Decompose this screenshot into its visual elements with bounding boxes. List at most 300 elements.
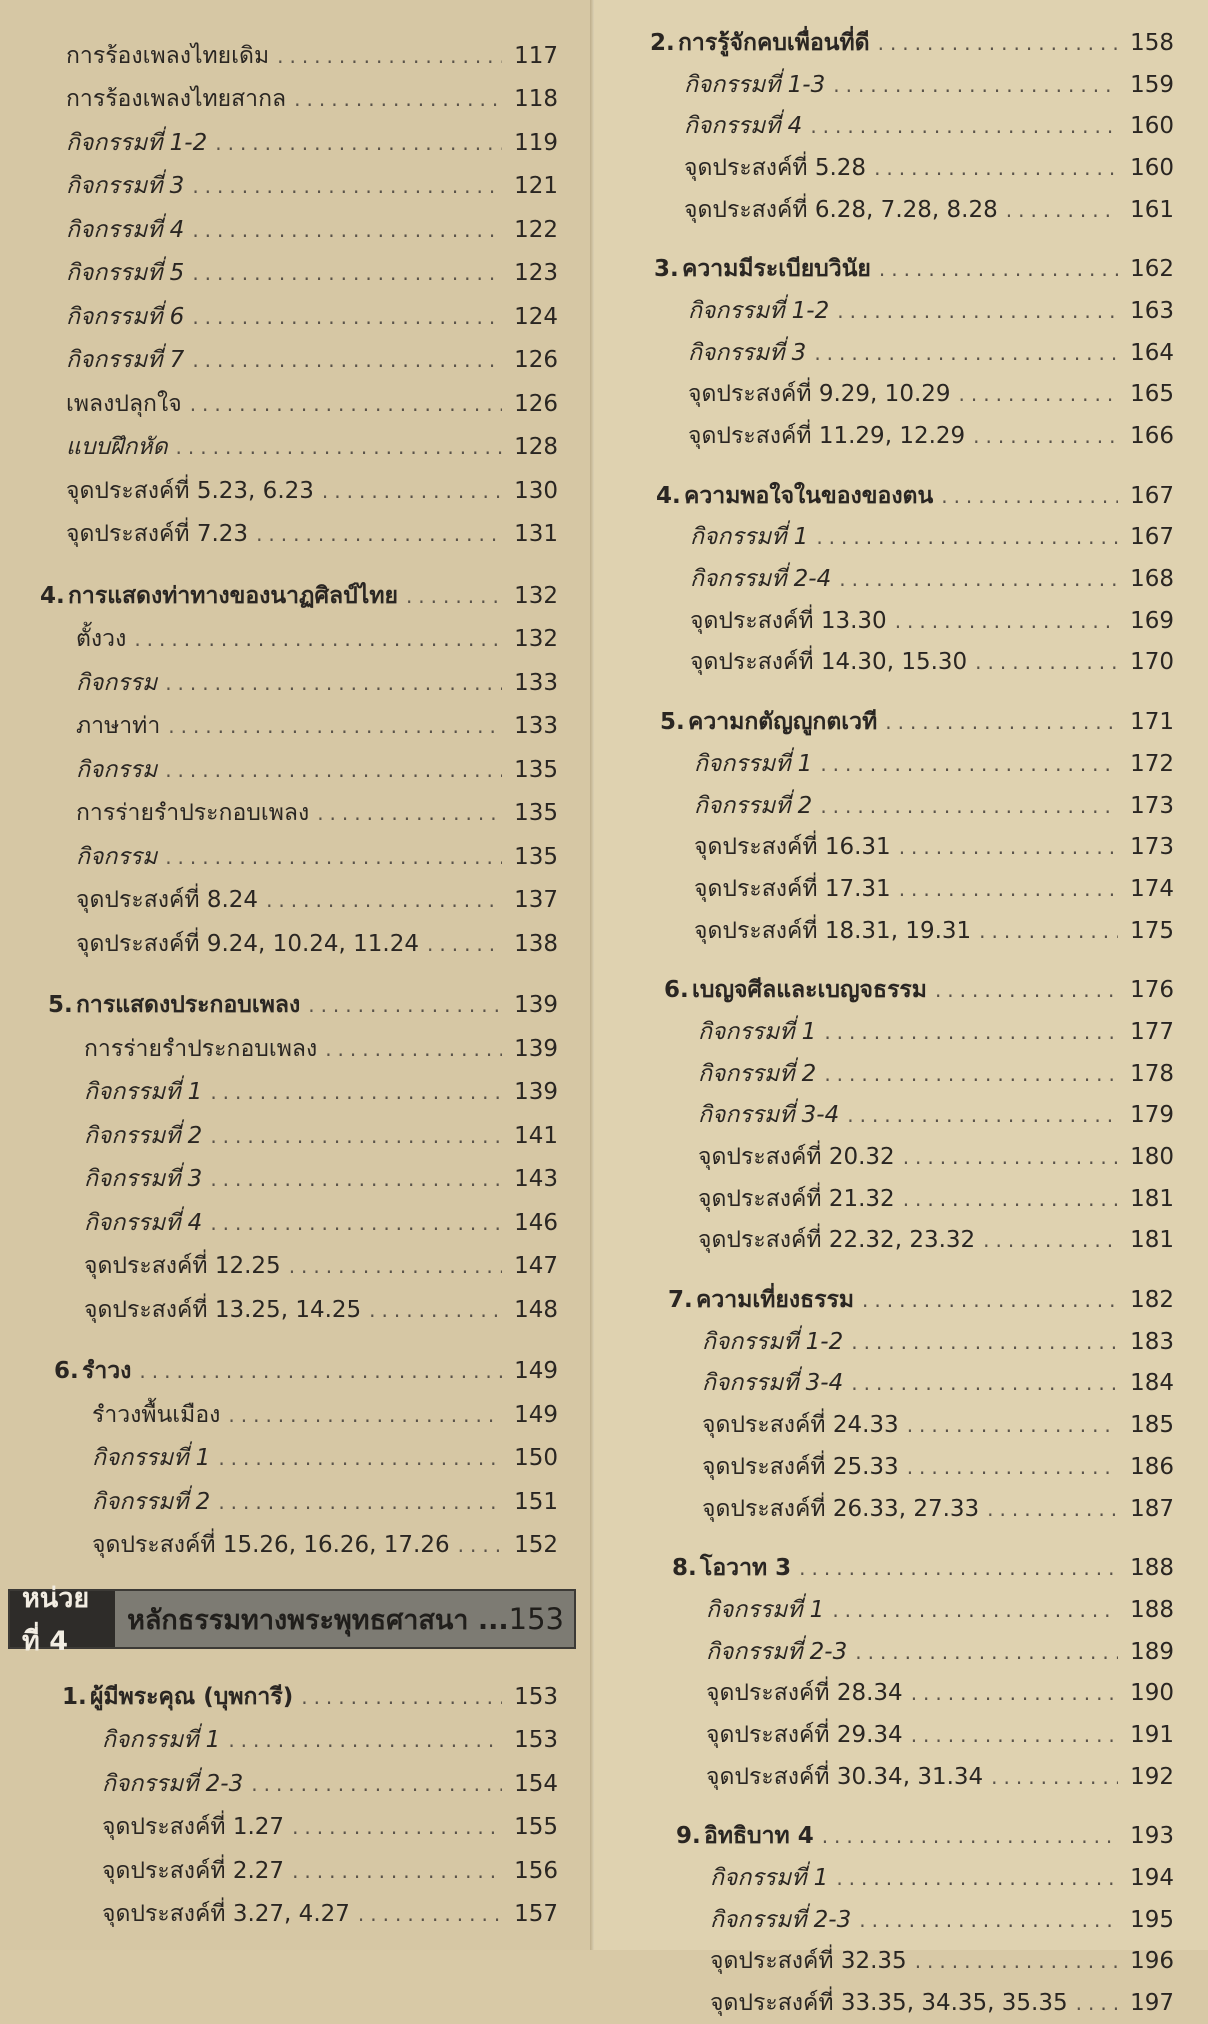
dot-leader [824, 1062, 1118, 1086]
dot-leader [210, 1167, 502, 1191]
toc-page-number: 128 [514, 434, 558, 461]
toc-entry-text: กิจกรรมที่ 1 [84, 1079, 203, 1106]
toc-page-number: 151 [514, 1488, 558, 1515]
dot-leader [134, 627, 502, 651]
toc-entry-text: จุดประสงค์ที่ 5.23, 6.23 [66, 477, 314, 504]
toc-entry-label [84, 1161, 202, 1197]
toc-entry[interactable] [0, 618, 592, 662]
group-spacer [594, 1261, 1208, 1279]
toc-page-number: 153 [514, 1727, 558, 1754]
toc-entry[interactable] [594, 743, 1208, 785]
toc-entry[interactable] [594, 1941, 1208, 1983]
toc-entry-text: แบบฝึกหัด [66, 434, 168, 461]
dot-leader [907, 1455, 1118, 1479]
unit-tag: หน่วยที่ 4 [10, 1591, 115, 1647]
toc-entry-label [84, 1074, 202, 1110]
unit-heading-bar[interactable] [8, 1583, 576, 1657]
dot-leader [911, 1723, 1118, 1747]
toc-entry-text: กิจกรรมที่ 5 [66, 260, 185, 287]
group-spacer [0, 1332, 592, 1350]
toc-entry[interactable] [594, 1053, 1208, 1095]
dot-leader [210, 1211, 502, 1235]
toc-entry-label [654, 251, 871, 287]
dot-leader [824, 1020, 1118, 1044]
toc-entry[interactable] [0, 705, 592, 749]
dot-leader [991, 1765, 1118, 1789]
toc-entry-text: เพลงปลุกใจ [66, 390, 182, 417]
toc-entry-text: กิจกรรมที่ 2-4 [690, 566, 832, 593]
toc-entry-label [690, 644, 967, 680]
toc-entry-label [706, 1759, 983, 1795]
toc-entry-label [66, 516, 248, 552]
toc-entry-label [702, 1324, 843, 1360]
toc-entry-label [694, 913, 971, 949]
toc-page-number: 173 [1130, 834, 1174, 861]
dot-leader [292, 1859, 502, 1883]
toc-entry-text: การร่ายรำประกอบเพลง [76, 800, 310, 827]
toc-section-heading[interactable] [594, 475, 1208, 517]
toc-page-number: 150 [514, 1445, 558, 1472]
toc-page-number: 133 [514, 713, 558, 740]
toc-page-number: 135 [514, 800, 558, 827]
toc-entry-label [706, 1675, 903, 1711]
toc-entry-label [102, 1853, 284, 1889]
toc-page-number: 188 [1130, 1555, 1174, 1582]
toc-entry-text: จุดประสงค์ที่ 3.27, 4.27 [102, 1901, 350, 1928]
toc-page-number: 192 [1130, 1763, 1174, 1790]
toc-page-number: 187 [1130, 1495, 1174, 1522]
toc-entry-label [702, 1491, 979, 1527]
toc-entry-text: กิจกรรม [76, 843, 158, 870]
dot-leader [458, 1533, 502, 1557]
toc-entry[interactable] [0, 165, 592, 209]
dot-leader [973, 424, 1118, 448]
toc-entry-label [76, 795, 309, 831]
toc-page-number: 152 [514, 1532, 558, 1559]
toc-entry-label [688, 418, 965, 454]
toc-entry-label [684, 192, 998, 228]
toc-column-left [0, 0, 592, 1950]
toc-entry[interactable] [0, 792, 592, 836]
toc-entry-text: จุดประสงค์ที่ 1.27 [102, 1814, 285, 1841]
dot-leader [289, 1254, 502, 1278]
toc-entry-label [84, 1205, 202, 1241]
toc-entry[interactable] [594, 1589, 1208, 1631]
toc-page-number: 160 [1130, 154, 1174, 181]
toc-entry-label [102, 1896, 350, 1932]
toc-entry-text: การแสดงประกอบเพลง [76, 992, 301, 1019]
toc-section-heading[interactable] [0, 1675, 592, 1719]
toc-entry-text: จุดประสงค์ที่ 22.32, 23.32 [698, 1227, 976, 1254]
toc-entry[interactable] [594, 1404, 1208, 1446]
toc-entry[interactable] [594, 105, 1208, 147]
toc-entry-text: จุดประสงค์ที่ 15.26, 16.26, 17.26 [92, 1532, 450, 1559]
dot-leader [855, 1640, 1118, 1664]
unit-page-number: 153 [508, 1602, 564, 1636]
toc-entry-text: กิจกรรมที่ 4 [84, 1209, 203, 1236]
toc-left-after-unit [0, 1675, 592, 1936]
dot-leader [301, 1685, 502, 1709]
toc-page-number: 155 [514, 1814, 558, 1841]
toc-entry[interactable] [594, 1899, 1208, 1941]
toc-entry[interactable] [0, 1437, 592, 1481]
toc-entry[interactable] [0, 34, 592, 78]
toc-entry[interactable] [0, 1393, 592, 1437]
toc-entry-label [66, 255, 184, 291]
toc-entry[interactable] [0, 1071, 592, 1115]
toc-entry-label [66, 212, 184, 248]
dot-leader [256, 522, 502, 546]
toc-entry-text: กิจกรรมที่ 2-3 [102, 1770, 244, 1797]
toc-entry-text: อิทธิบาท 4 [704, 1823, 814, 1850]
group-spacer [0, 966, 592, 984]
toc-entry-label [672, 1550, 791, 1586]
toc-entry[interactable] [594, 1321, 1208, 1363]
toc-entry[interactable] [0, 1806, 592, 1850]
group-spacer [594, 683, 1208, 701]
toc-page-number: 126 [514, 390, 558, 417]
toc-entry[interactable] [594, 600, 1208, 642]
dot-leader [959, 382, 1118, 406]
toc-entry[interactable] [594, 1672, 1208, 1714]
toc-section-heading[interactable] [594, 22, 1208, 64]
toc-entry[interactable] [0, 295, 592, 339]
dot-leader [903, 1187, 1118, 1211]
toc-page-number: 149 [514, 1358, 558, 1385]
toc-page-number: 141 [514, 1122, 558, 1149]
toc-entry[interactable] [0, 1114, 592, 1158]
toc-entry[interactable] [0, 1762, 592, 1806]
toc-entry-label [710, 1943, 907, 1979]
group-spacer [594, 1529, 1208, 1547]
dot-leader [1006, 198, 1118, 222]
toc-entry[interactable] [0, 1524, 592, 1568]
toc-entry[interactable] [0, 339, 592, 383]
toc-entry[interactable] [0, 513, 592, 557]
dot-leader [427, 932, 502, 956]
toc-entry-text: การร้องเพลงไทยสากล [66, 86, 287, 113]
dot-leader [851, 1371, 1118, 1395]
toc-section-heading[interactable] [594, 1547, 1208, 1589]
toc-entry-label [54, 1353, 131, 1389]
toc-entry-label [688, 376, 951, 412]
toc-page-number: 177 [1130, 1018, 1174, 1045]
group-spacer [594, 951, 1208, 969]
dot-leader [192, 348, 502, 372]
toc-entry-label [102, 1722, 220, 1758]
toc-entry-text: กิจกรรมที่ 2 [84, 1122, 203, 1149]
toc-entry-label [62, 1679, 293, 1715]
toc-entry-label [690, 603, 887, 639]
toc-entry[interactable] [594, 1178, 1208, 1220]
toc-entry-text: กิจกรรมที่ 2-3 [710, 1906, 852, 1933]
toc-entry[interactable] [594, 1095, 1208, 1137]
toc-entry-label [66, 386, 182, 422]
toc-entry-text: จุดประสงค์ที่ 25.33 [702, 1453, 899, 1480]
toc-page-number: 162 [1130, 256, 1174, 283]
toc-section-heading[interactable] [0, 984, 592, 1028]
toc-page-number: 178 [1130, 1060, 1174, 1087]
toc-entry[interactable] [0, 382, 592, 426]
toc-entry-text: กิจกรรมที่ 1-2 [66, 129, 208, 156]
toc-entry-label [76, 665, 157, 701]
toc-entry-text: จุดประสงค์ที่ 26.33, 27.33 [702, 1495, 980, 1522]
toc-page-number: 139 [514, 1035, 558, 1062]
dot-leader [192, 174, 502, 198]
toc-entry[interactable] [594, 1136, 1208, 1178]
toc-entry[interactable] [594, 1446, 1208, 1488]
toc-entry[interactable] [594, 1363, 1208, 1405]
toc-entry-text: กิจกรรมที่ 1-3 [684, 71, 826, 98]
toc-entry[interactable] [594, 1631, 1208, 1673]
toc-entry-text: โอวาท 3 [700, 1555, 792, 1582]
toc-entry[interactable] [0, 78, 592, 122]
toc-section-heading[interactable] [0, 574, 592, 618]
toc-page-number: 167 [1130, 524, 1174, 551]
toc-entry-label [706, 1592, 824, 1628]
toc-entry-text: จุดประสงค์ที่ 13.30 [690, 607, 887, 634]
toc-section-number: 1. [62, 1683, 87, 1710]
toc-entry-label [84, 1118, 202, 1154]
toc-page-number: 185 [1130, 1412, 1174, 1439]
dot-leader [406, 584, 502, 608]
dot-leader [820, 752, 1118, 776]
toc-entry-label [668, 1282, 854, 1318]
toc-entry-text: จุดประสงค์ที่ 9.29, 10.29 [688, 381, 951, 408]
toc-entry-text: กิจกรรมที่ 2-3 [706, 1638, 848, 1665]
toc-entry-text: กิจกรรมที่ 1 [690, 524, 809, 551]
toc-entry-text: จุดประสงค์ที่ 11.29, 12.29 [688, 423, 966, 450]
toc-entry-text: ผู้มีพระคุณ (บุพการี) [90, 1683, 294, 1710]
toc-section-heading[interactable] [0, 1350, 592, 1394]
toc-page-number: 190 [1130, 1680, 1174, 1707]
toc-section-number: 5. [48, 992, 73, 1019]
toc-entry-text: กิจกรรมที่ 3 [688, 339, 807, 366]
toc-page-number: 164 [1130, 339, 1174, 366]
toc-page-number: 117 [514, 42, 558, 69]
toc-entry-label [684, 67, 825, 103]
toc-entry[interactable] [0, 208, 592, 252]
toc-entry[interactable] [594, 785, 1208, 827]
toc-entry[interactable] [594, 1714, 1208, 1756]
toc-entry-text: ความพอใจในของของตน [684, 482, 934, 509]
group-spacer [0, 556, 592, 574]
toc-entry-text: กิจกรรมที่ 1-2 [688, 297, 830, 324]
toc-entry-label [690, 561, 831, 597]
toc-entry[interactable] [594, 1220, 1208, 1262]
toc-entry-label [76, 882, 258, 918]
toc-entry-text: กิจกรรมที่ 3 [66, 173, 185, 200]
toc-entry-text: ตั้งวง [76, 626, 127, 653]
toc-entry[interactable] [594, 517, 1208, 559]
toc-column-right [594, 0, 1208, 2017]
toc-entry-text: ภาษาท่า [76, 713, 161, 740]
dot-leader [218, 1490, 502, 1514]
toc-page-number: 197 [1130, 1990, 1174, 2017]
toc-entry-text: กิจกรรมที่ 1 [92, 1445, 211, 1472]
toc-entry[interactable] [0, 1849, 592, 1893]
toc-entry-text: รำวงพื้นเมือง [92, 1401, 221, 1428]
toc-entry[interactable] [594, 1982, 1208, 2024]
toc-entry-label [66, 299, 184, 335]
dot-leader [308, 993, 502, 1017]
toc-entry-label [48, 987, 300, 1023]
toc-entry[interactable] [0, 748, 592, 792]
toc-entry-label [660, 704, 877, 740]
toc-entry[interactable] [0, 469, 592, 513]
toc-entry[interactable] [594, 147, 1208, 189]
toc-page-number: 161 [1130, 196, 1174, 223]
dot-leader [810, 114, 1118, 138]
toc-section-number: 4. [656, 482, 681, 509]
toc-section-number: 3. [654, 256, 679, 283]
toc-page-number: 165 [1130, 381, 1174, 408]
toc-entry[interactable] [0, 1158, 592, 1202]
toc-entry-text: รำวง [82, 1358, 132, 1385]
toc-entry[interactable] [594, 910, 1208, 952]
toc-entry[interactable] [594, 642, 1208, 684]
toc-page-number: 195 [1130, 1906, 1174, 1933]
dot-leader [851, 1330, 1118, 1354]
toc-entry-text: กิจกรรมที่ 3-4 [698, 1102, 840, 1129]
dot-leader [832, 1598, 1118, 1622]
toc-page-number: 139 [514, 992, 558, 1019]
toc-entry-text: จุดประสงค์ที่ 28.34 [706, 1680, 903, 1707]
toc-page-number: 135 [514, 756, 558, 783]
dot-leader [292, 1815, 502, 1839]
toc-entry[interactable] [594, 64, 1208, 106]
toc-section-heading[interactable] [594, 1816, 1208, 1858]
toc-entry-text: การร้องเพลงไทยเดิม [66, 42, 270, 69]
toc-entry[interactable] [594, 189, 1208, 231]
toc-entry-text: จุดประสงค์ที่ 32.35 [710, 1948, 907, 1975]
toc-page-number: 156 [514, 1857, 558, 1884]
unit-title: หลักธรรมทางพระพุทธศาสนา ... [127, 1604, 509, 1636]
dot-leader [915, 1949, 1118, 1973]
toc-entry-label [66, 81, 286, 117]
toc-page-number: 139 [514, 1079, 558, 1106]
toc-entry[interactable] [0, 252, 592, 296]
toc-entry-label [66, 125, 207, 161]
toc-entry-text: ความกตัญญูกตเวที [688, 709, 878, 736]
toc-entry[interactable] [0, 661, 592, 705]
toc-entry[interactable] [0, 121, 592, 165]
toc-entry-text: จุดประสงค์ที่ 18.31, 19.31 [694, 917, 972, 944]
toc-entry[interactable] [594, 558, 1208, 600]
toc-entry[interactable] [0, 835, 592, 879]
toc-entry-text: จุดประสงค์ที่ 17.31 [694, 875, 891, 902]
toc-page-number: 189 [1130, 1638, 1174, 1665]
toc-page-number: 175 [1130, 917, 1174, 944]
toc-page-number: 130 [514, 477, 558, 504]
toc-entry[interactable] [594, 868, 1208, 910]
toc-entry-label [698, 1222, 975, 1258]
toc-entry-label [92, 1527, 450, 1563]
toc-entry[interactable] [0, 1245, 592, 1289]
toc-entry-label [66, 429, 168, 465]
toc-entry[interactable] [0, 879, 592, 923]
toc-entry[interactable] [594, 1488, 1208, 1530]
toc-page-number: 153 [514, 1683, 558, 1710]
toc-entry-label [710, 1985, 1068, 2021]
toc-entry-text: กิจกรรมที่ 1-2 [702, 1328, 844, 1355]
toc-entry[interactable] [594, 290, 1208, 332]
toc-entry[interactable] [0, 922, 592, 966]
toc-entry[interactable] [594, 1857, 1208, 1899]
toc-entry[interactable] [0, 1288, 592, 1332]
toc-entry[interactable] [594, 374, 1208, 416]
toc-entry-text: กิจกรรมที่ 3-4 [702, 1370, 844, 1397]
toc-page-number: 181 [1130, 1227, 1174, 1254]
dot-leader [941, 484, 1118, 508]
toc-entry-text: จุดประสงค์ที่ 33.35, 34.35, 35.35 [710, 1990, 1068, 2017]
toc-entry-text: จุดประสงค์ที่ 8.24 [76, 887, 259, 914]
dot-leader [192, 305, 502, 329]
toc-section-heading[interactable] [594, 248, 1208, 290]
toc-entry-label [702, 1365, 843, 1401]
dot-leader [168, 714, 502, 738]
toc-entry-text: จุดประสงค์ที่ 21.32 [698, 1185, 895, 1212]
toc-page-number: 149 [514, 1401, 558, 1428]
toc-page-number: 146 [514, 1209, 558, 1236]
toc-entry-label [676, 1818, 814, 1854]
toc-section-heading[interactable] [594, 1279, 1208, 1321]
toc-entry[interactable] [0, 1201, 592, 1245]
toc-entry[interactable] [594, 1011, 1208, 1053]
dot-leader [983, 1228, 1118, 1252]
toc-entry-label [664, 972, 927, 1008]
toc-entry[interactable] [0, 1027, 592, 1071]
toc-entry-text: กิจกรรมที่ 1 [694, 750, 813, 777]
toc-section-heading[interactable] [594, 969, 1208, 1011]
dot-leader [218, 1446, 502, 1470]
toc-entry-label [76, 926, 419, 962]
toc-entry[interactable] [594, 826, 1208, 868]
toc-entry-label [694, 746, 812, 782]
toc-page-number: 121 [514, 173, 558, 200]
toc-page-number: 174 [1130, 875, 1174, 902]
dot-leader [878, 31, 1118, 55]
toc-entry[interactable] [594, 415, 1208, 457]
toc-section-number: 6. [54, 1358, 79, 1385]
toc-page-number: 135 [514, 843, 558, 870]
dot-leader [799, 1556, 1118, 1580]
toc-entry-label [84, 1031, 317, 1067]
toc-entry-label [698, 1139, 895, 1175]
toc-entry-text: กิจกรรม [76, 756, 158, 783]
toc-section-heading[interactable] [594, 701, 1208, 743]
toc-section-number: 8. [672, 1555, 697, 1582]
toc-page-number: 193 [1130, 1823, 1174, 1850]
dot-leader [228, 1728, 502, 1752]
toc-entry[interactable] [0, 426, 592, 470]
toc-entry-label [688, 335, 806, 371]
toc-entry[interactable] [0, 1719, 592, 1763]
toc-entry[interactable] [0, 1893, 592, 1937]
toc-entry[interactable] [594, 1756, 1208, 1798]
toc-page-number: 133 [514, 669, 558, 696]
toc-page-number: 168 [1130, 566, 1174, 593]
toc-entry[interactable] [594, 332, 1208, 374]
toc-page-number: 172 [1130, 750, 1174, 777]
toc-entry[interactable] [0, 1480, 592, 1524]
dot-leader [862, 1288, 1118, 1312]
toc-page-number: 160 [1130, 113, 1174, 140]
dot-leader [822, 1824, 1118, 1848]
dot-leader [176, 435, 502, 459]
toc-entry-text: ความมีระเบียบวินัย [682, 256, 871, 283]
dot-leader [816, 525, 1118, 549]
